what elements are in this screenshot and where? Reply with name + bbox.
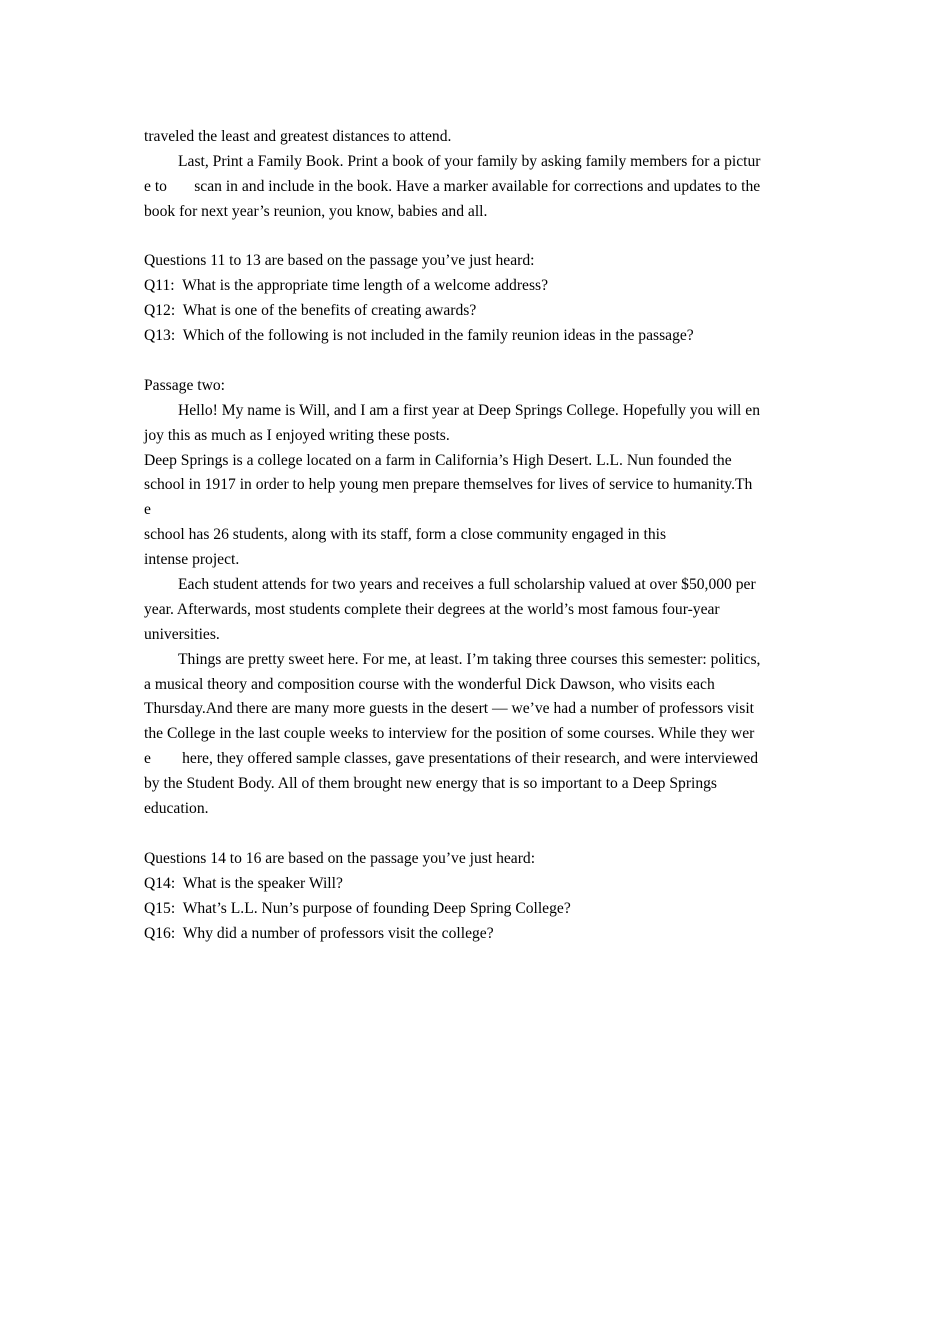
passage-one: [144, 125, 824, 225]
passage-two-line: year. Afterwards, most students complete their degrees at the world’s most famous four-year: [144, 600, 720, 618]
questions-two-intro: Questions 14 to 16 are based on the passage you’ve just heard:: [144, 849, 536, 867]
passage-two: [144, 374, 824, 822]
blank-line: [144, 349, 824, 374]
passage-two-line: Things are pretty sweet here. For me, at least. I’m taking three courses this semester: politics,: [178, 650, 761, 668]
passage-two-line: e here, they offered sample classes, gave presentations of their research, and were interviewed: [144, 750, 759, 768]
question-item-q16: Q16: Why did a number of professors visit the college?: [144, 924, 494, 942]
question-item-q15: Q15: What’s L.L. Nun’s purpose of founding Deep Spring College?: [144, 899, 571, 917]
blank-line: [144, 225, 824, 250]
question-item-q13: Q13: Which of the following is not included in the family reunion ideas in the passage?: [144, 327, 694, 345]
questions-two: [144, 847, 824, 947]
passage-two-line: Deep Springs is a college located on a farm in California’s High Desert. L.L. Nun founded the: [144, 451, 732, 469]
document-page: [144, 125, 824, 946]
question-item-q12: Q12: What is one of the benefits of creating awards?: [144, 302, 477, 320]
passage-two-line: by the Student Body. All of them brought new energy that is so important to a Deep Springs: [144, 775, 718, 793]
passage-two-line: school in 1917 in order to help young men prepare themselves for lives of service to humanity.Th: [144, 476, 753, 494]
passage-one-line: book for next year’s reunion, you know, babies and all.: [144, 202, 488, 220]
passage-one-line: e to scan in and include in the book. Have a marker available for corrections and updates to the: [144, 177, 761, 195]
passage-two-line: universities.: [144, 625, 220, 643]
passage-one-line: Last, Print a Family Book. Print a book of your family by asking family members for a pictur: [178, 152, 761, 170]
passage-two-line: the College in the last couple weeks to interview for the position of some courses. While they wer: [144, 725, 755, 743]
passage-two-line: Thursday.And there are many more guests in the desert — we’ve had a number of professors visit: [144, 700, 754, 718]
passage-one-line: traveled the least and greatest distances to attend.: [144, 128, 452, 145]
passage-two-line: Each student attends for two years and receives a full scholarship valued at over $50,000 per: [178, 576, 756, 594]
passage-two-line: intense project.: [144, 551, 240, 569]
question-item-q14: Q14: What is the speaker Will?: [144, 874, 343, 892]
passage-two-line: e: [144, 501, 151, 519]
question-item-q11: Q11: What is the appropriate time length of a welcome address?: [144, 277, 549, 295]
passage-two-heading: Passage two:: [144, 376, 225, 394]
passage-two-line: Hello! My name is Will, and I am a first year at Deep Springs College. Hopefully you will en: [178, 401, 760, 419]
passage-two-line: education.: [144, 800, 209, 818]
passage-two-line: school has 26 students, along with its staff, form a close community engaged in this: [144, 526, 667, 544]
passage-two-line: a musical theory and composition course with the wonderful Dick Dawson, who visits each: [144, 675, 715, 693]
passage-two-line: joy this as much as I enjoyed writing these posts.: [144, 426, 450, 444]
questions-one-intro: Questions 11 to 13 are based on the passage you’ve just heard:: [144, 252, 535, 270]
blank-line: [144, 822, 824, 847]
questions-one: [144, 249, 824, 349]
